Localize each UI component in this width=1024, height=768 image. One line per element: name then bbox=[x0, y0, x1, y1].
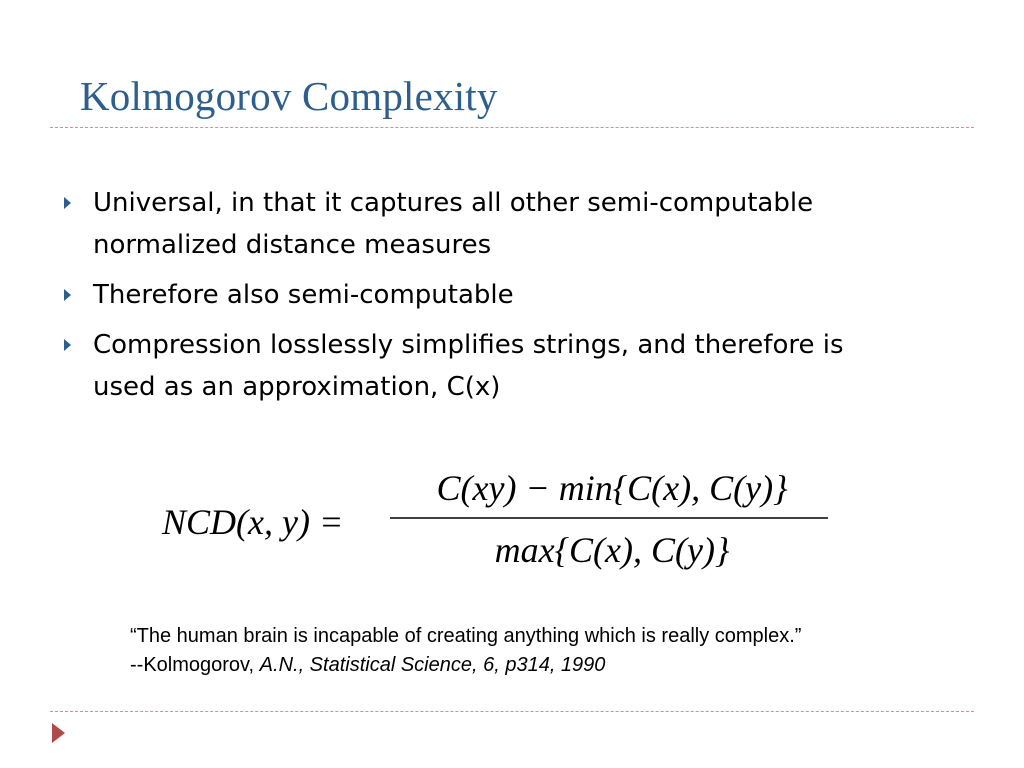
quote-block bbox=[130, 622, 890, 680]
top-divider bbox=[50, 127, 974, 128]
bullet-triangle-icon bbox=[64, 339, 71, 351]
next-slide-triangle-icon[interactable] bbox=[52, 723, 65, 743]
ncd-formula bbox=[160, 462, 840, 582]
formula-graphic bbox=[160, 462, 840, 582]
formula-lhs: NCD(x, y) = bbox=[162, 502, 344, 542]
bullet-text: Therefore also semi-computable bbox=[93, 280, 514, 310]
quote-citation: A.N., Statistical Science, 6, p314, 1990 bbox=[259, 654, 606, 676]
bullet-text: Universal, in that it captures all other semi-computable normalized distance measures bbox=[93, 188, 814, 260]
bullet-triangle-icon bbox=[64, 289, 71, 301]
formula-denominator: max{C(x), C(y)} bbox=[494, 530, 730, 570]
bullet-item bbox=[64, 324, 844, 408]
bullet-list bbox=[64, 182, 844, 416]
bullet-item bbox=[64, 274, 844, 316]
bullet-item bbox=[64, 182, 844, 266]
formula-numerator: C(xy) − min{C(x), C(y)} bbox=[436, 468, 788, 508]
bottom-divider bbox=[50, 711, 974, 712]
quote-attribution: --Kolmogorov, bbox=[130, 654, 260, 676]
bullet-text: Compression losslessly simplifies strings, and therefore is used as an approximation, C(x) bbox=[93, 330, 844, 402]
quote-text: “The human brain is incapable of creating anything which is really complex.” bbox=[130, 625, 802, 647]
quote-attribution-line bbox=[130, 651, 890, 680]
slide-title: Kolmogorov Complexity bbox=[80, 73, 498, 119]
bullet-triangle-icon bbox=[64, 197, 71, 209]
